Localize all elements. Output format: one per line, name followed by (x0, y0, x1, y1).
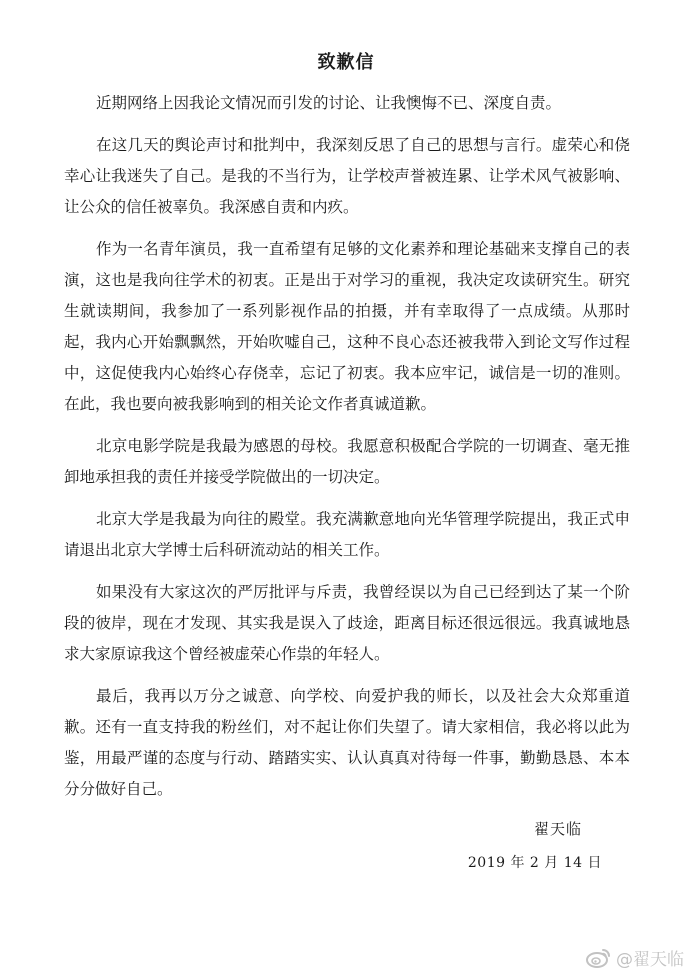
paragraph: 在这几天的舆论声讨和批判中，我深刻反思了自己的思想与言行。虚荣心和侥幸心让我迷失了自己。是我的不当行为，让学校声誉被连累、让学术风气被影响、让公众的信任被辜负。我深感自责和内疚。 (64, 136, 630, 216)
paragraph: 最后，我再以万分之诚意、向学校、向爱护我的师长，以及社会大众郑重道歉。还有一直支持我的粉丝们，对不起让你们失望了。请大家相信，我必将以此为鉴，用最严谨的态度与行动、踏踏实实、认认真真对待每一件事，勤勤恳恳、本本分分做好自己。 (64, 687, 630, 798)
paragraph: 如果没有大家这次的严厉批评与斥责，我曾经误以为自己已经到达了某一个阶段的彼岸，现在才发现、其实我是误入了歧途，距离目标还很远很远。我真诚地恳求大家原谅我这个曾经被虚荣心作祟的年轻人。 (64, 583, 630, 663)
signature-name: 翟天临 (533, 820, 582, 838)
letter-title: 致歉信 (317, 52, 375, 73)
letter-date: 2019 年 2 月 14 日 (467, 855, 602, 871)
paragraph: 北京电影学院是我最为感恩的母校。我愿意积极配合学院的一切调查、毫无推卸地承担我的责任并接受学院做出的一切决定。 (64, 437, 630, 486)
paragraph: 作为一名青年演员，我一直希望有足够的文化素养和理论基础来支撑自己的表演，这也是我向往学术的初衷。正是出于对学习的重视，我决定攻读研究生。研究生就读期间，我参加了一系列影视作品的拍摄，并有幸取得了一点成绩。从那时起，我内心开始飘飘然，开始吹嘘自己，这种不良心态还被我带入到论文写作过程中，这促使我内心始终心存侥幸，忘记了初衷。我本应牢记，诚信是一切的准则。在此，我也要向被我影响到的相关论文作者真诚道歉。 (64, 240, 630, 413)
watermark (586, 945, 684, 970)
paragraph: 近期网络上因我论文情况而引发的讨论、让我懊悔不已、深度自责。 (96, 94, 562, 112)
watermark-text: @翟天临 (616, 950, 684, 970)
weibo-icon (586, 947, 612, 969)
paragraph: 北京大学是我最为向往的殿堂。我充满歉意地向光华管理学院提出，我正式申请退出北京大学博士后科研流动站的相关工作。 (64, 510, 630, 559)
letter-body (64, 88, 630, 816)
